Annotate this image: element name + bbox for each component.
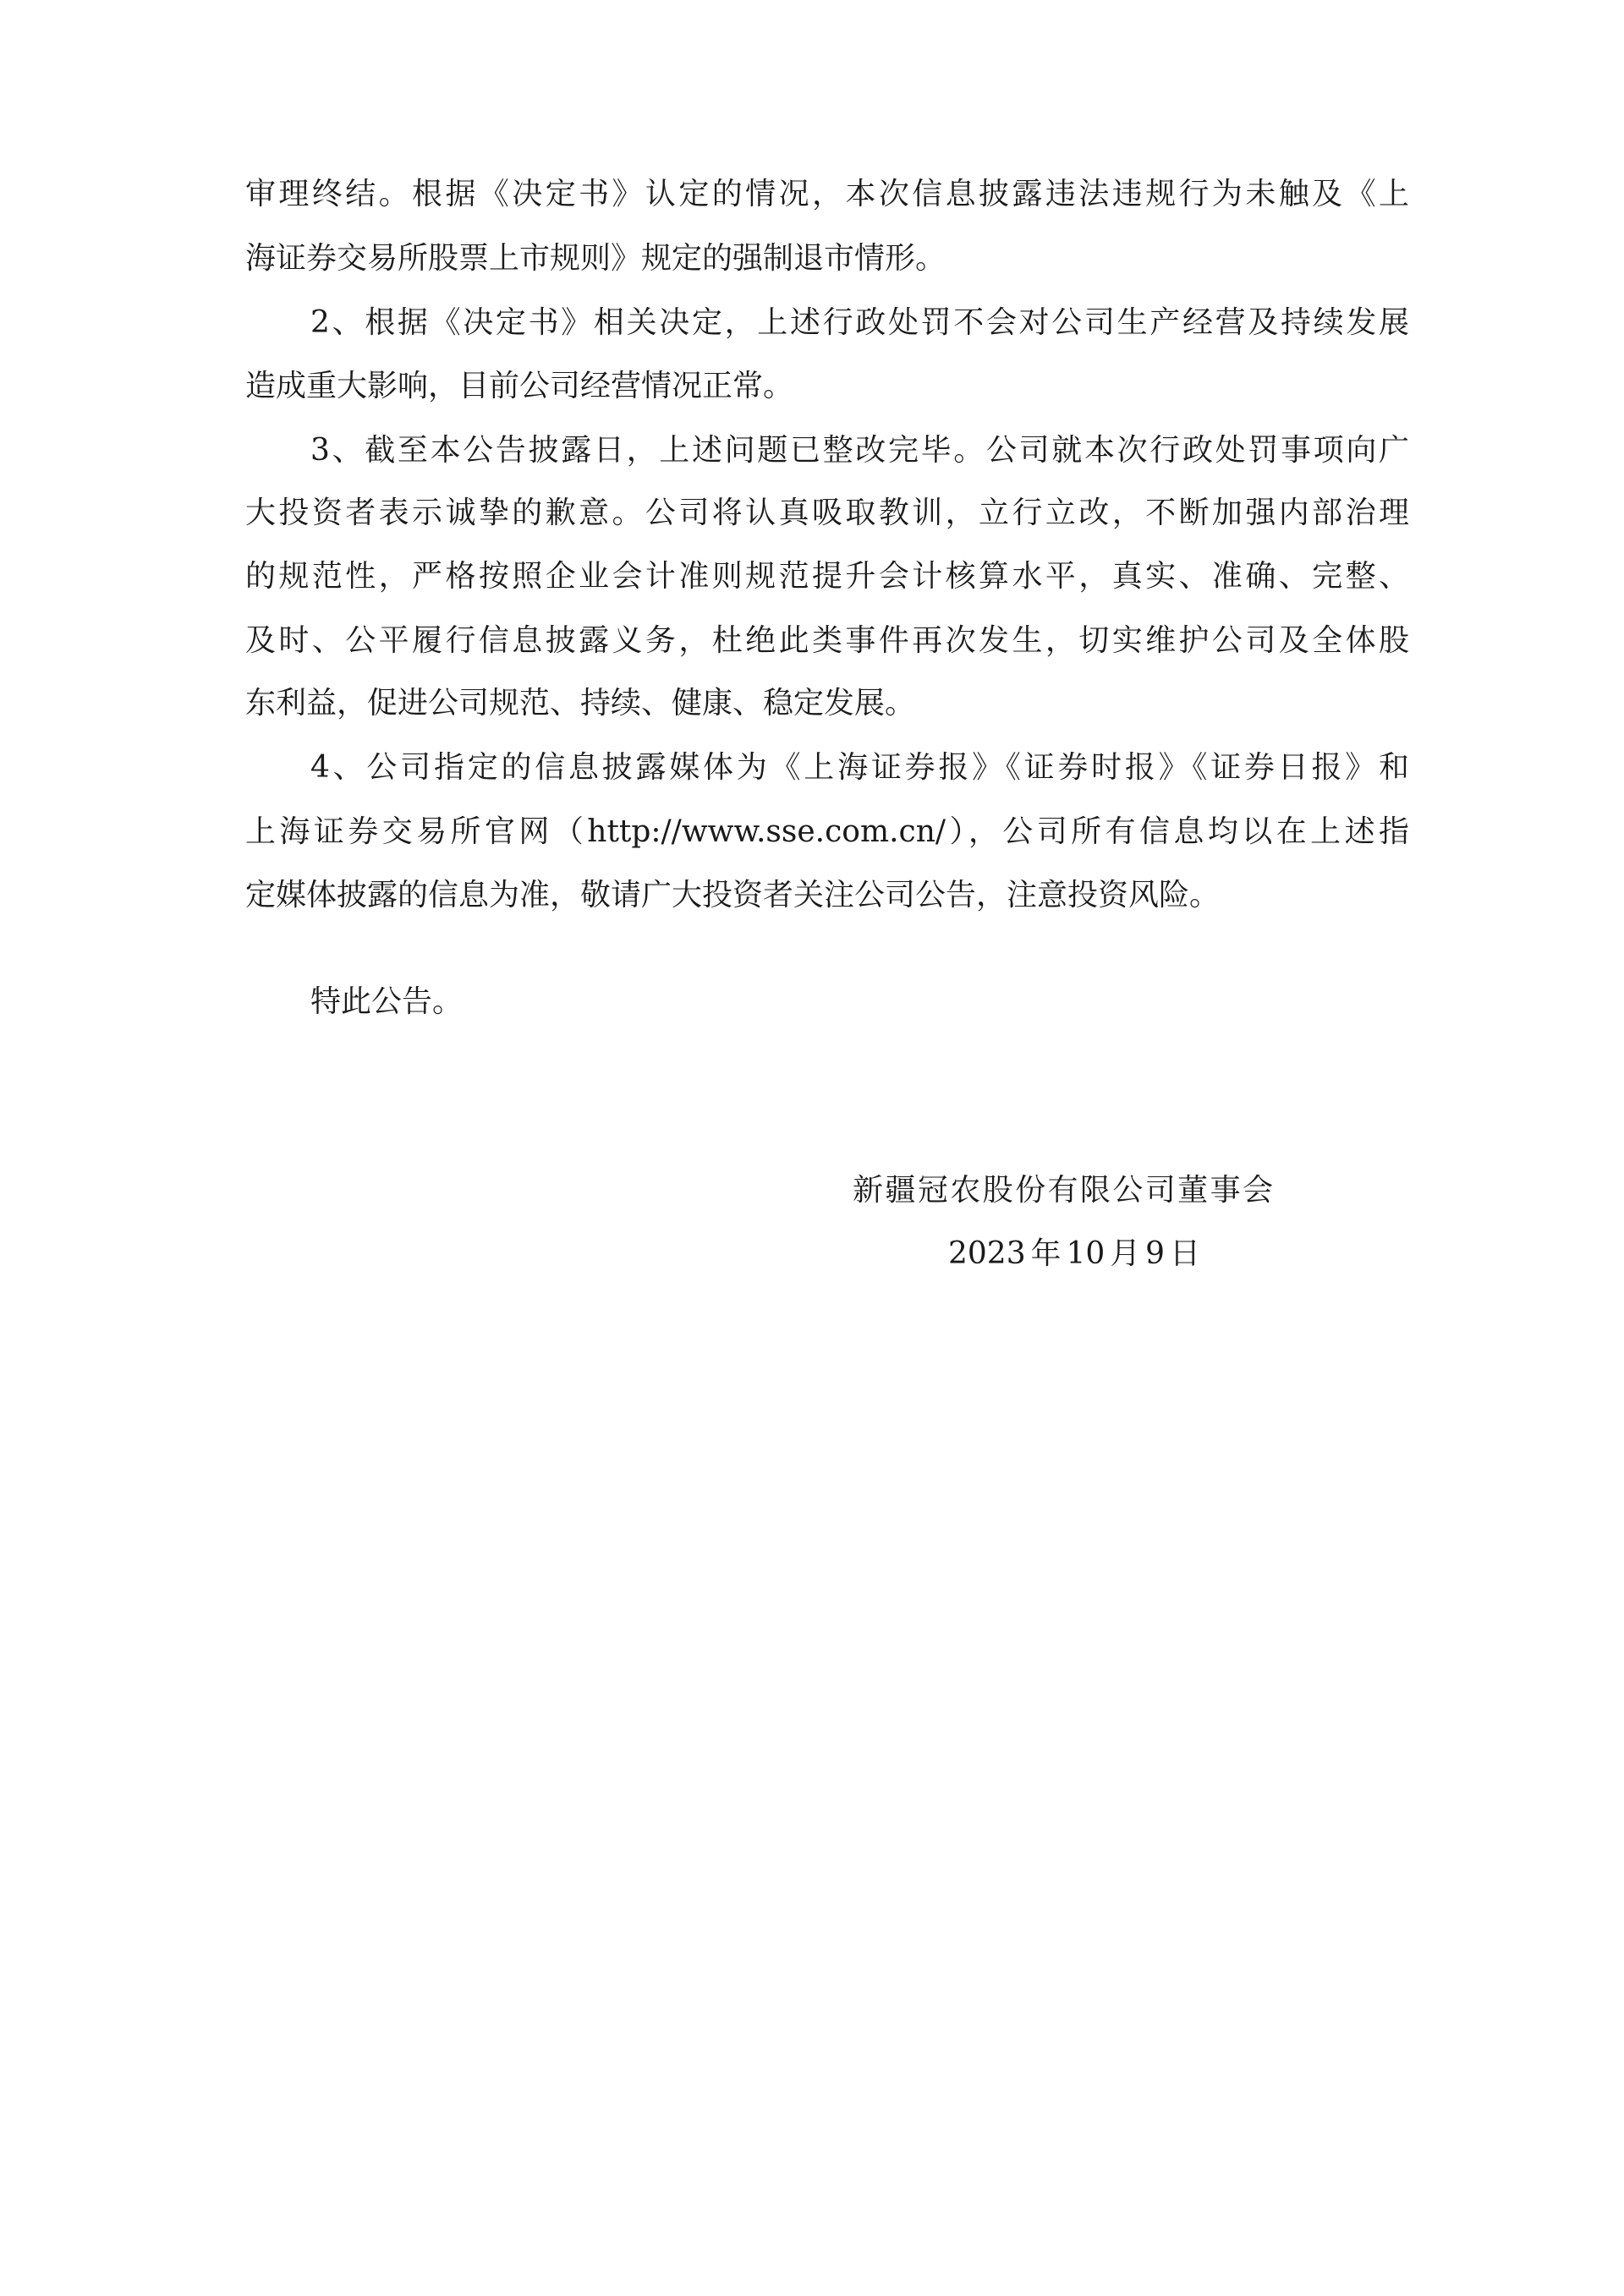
paragraph-3-line-2: 大投资者表示诚挚的歉意。公司将认真吸取教训，立行立改，不断加强内部治理: [245, 496, 1409, 530]
paragraph-2-line-1: 2、根据《决定书》相关决定，上述行政处罚不会对公司生产经营及持续发展: [310, 305, 1409, 340]
paragraph-4-line-2: 上海证券交易所官网（http://www.sse.com.cn/），公司所有信息均以在上述指: [245, 814, 1409, 849]
paragraph-4-line-3: 定媒体披露的信息为准，敬请广大投资者关注公司公告，注意投资风险。: [245, 878, 1221, 912]
paragraph-2-line-2: 造成重大影响，目前公司经营情况正常。: [245, 369, 794, 403]
paragraph-4-line-1: 4、公司指定的信息披露媒体为《上海证券报》《证券时报》《证券日报》和: [310, 750, 1409, 785]
paragraph-1-line-2: 海证券交易所股票上市规则》规定的强制退市情形。: [245, 241, 946, 276]
paragraph-3-line-5: 东利益，促进公司规范、持续、健康、稳定发展。: [245, 686, 916, 721]
signature-company: 新疆冠农股份有限公司董事会: [853, 1173, 1273, 1208]
signature-date: 2023年10月9日: [948, 1236, 1200, 1271]
closing-statement: 特此公告。: [310, 984, 464, 1019]
paragraph-3-line-4: 及时、公平履行信息披露义务，杜绝此类事件再次发生，切实维护公司及全体股: [245, 623, 1409, 658]
paragraph-3-line-1: 3、截至本公告披露日，上述问题已整改完毕。公司就本次行政处罚事项向广: [310, 433, 1409, 468]
paragraph-1-line-1: 审理终结。根据《决定书》认定的情况，本次信息披露违法违规行为未触及《上: [245, 177, 1409, 211]
paragraph-3-line-3: 的规范性，严格按照企业会计准则规范提升会计核算水平，真实、准确、完整、: [245, 559, 1409, 594]
